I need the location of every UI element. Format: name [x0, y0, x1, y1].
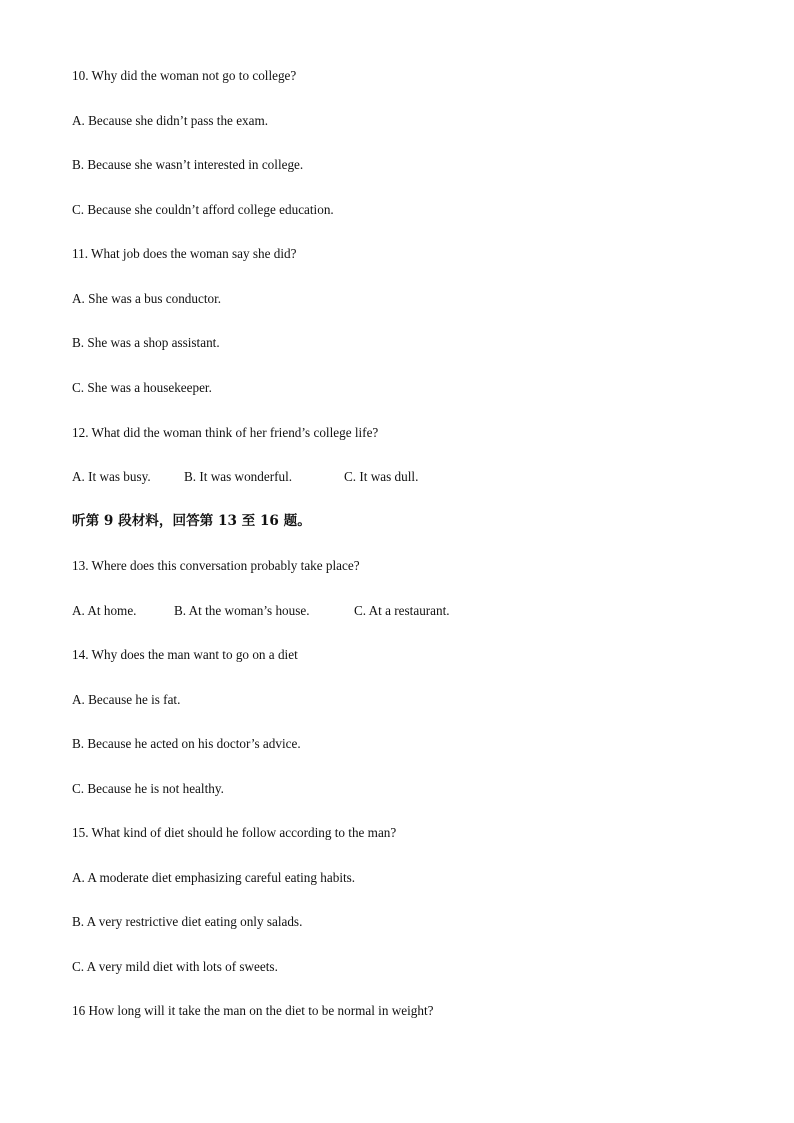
question-11-option-c: C. She was a housekeeper. — [72, 380, 212, 395]
question-16-stem: 16 How long will it take the man on the diet to be normal in weight? — [72, 1003, 434, 1018]
question-14-option-b: B. Because he acted on his doctor’s advice. — [72, 736, 301, 751]
question-11-option-a: A. She was a bus conductor. — [72, 291, 222, 306]
question-10-option-c: C. Because she couldn’t afford college education. — [72, 202, 334, 217]
question-13-option-b: B. At the woman’s house. — [174, 603, 310, 618]
question-15-option-c: C. A very mild diet with lots of sweets. — [72, 959, 278, 974]
question-11-option-b: B. She was a shop assistant. — [72, 335, 220, 350]
question-13-stem: 13. Where does this conversation probably take place? — [72, 558, 360, 573]
question-10-stem: 10. Why did the woman not go to college? — [72, 68, 297, 83]
question-15-stem: 15. What kind of diet should he follow according to the man? — [72, 825, 397, 840]
question-14-stem: 14. Why does the man want to go on a diet — [72, 647, 298, 662]
question-13-option-c: C. At a restaurant. — [354, 603, 450, 618]
question-15-option-a: A. A moderate diet emphasizing careful eating habits. — [72, 870, 356, 885]
question-12-stem: 12. What did the woman think of her friend’s college life? — [72, 425, 379, 440]
question-12-option-c: C. It was dull. — [344, 469, 419, 484]
question-14-option-c: C. Because he is not healthy. — [72, 781, 224, 796]
question-15-option-b: B. A very restrictive diet eating only salads. — [72, 914, 303, 929]
question-10-option-a: A. Because she didn’t pass the exam. — [72, 113, 269, 128]
question-10-option-b: B. Because she wasn’t interested in college. — [72, 157, 304, 172]
question-12-option-b: B. It was wonderful. — [184, 469, 293, 484]
question-12-option-a: A. It was busy. — [72, 469, 151, 484]
question-14-option-a: A. Because he is fat. — [72, 692, 181, 707]
question-13-option-a: A. At home. — [72, 603, 137, 618]
question-11-stem: 11. What job does the woman say she did? — [72, 246, 297, 261]
section-heading: 听第 9 段材料，回答第 13 至 16 题。 — [72, 513, 311, 529]
